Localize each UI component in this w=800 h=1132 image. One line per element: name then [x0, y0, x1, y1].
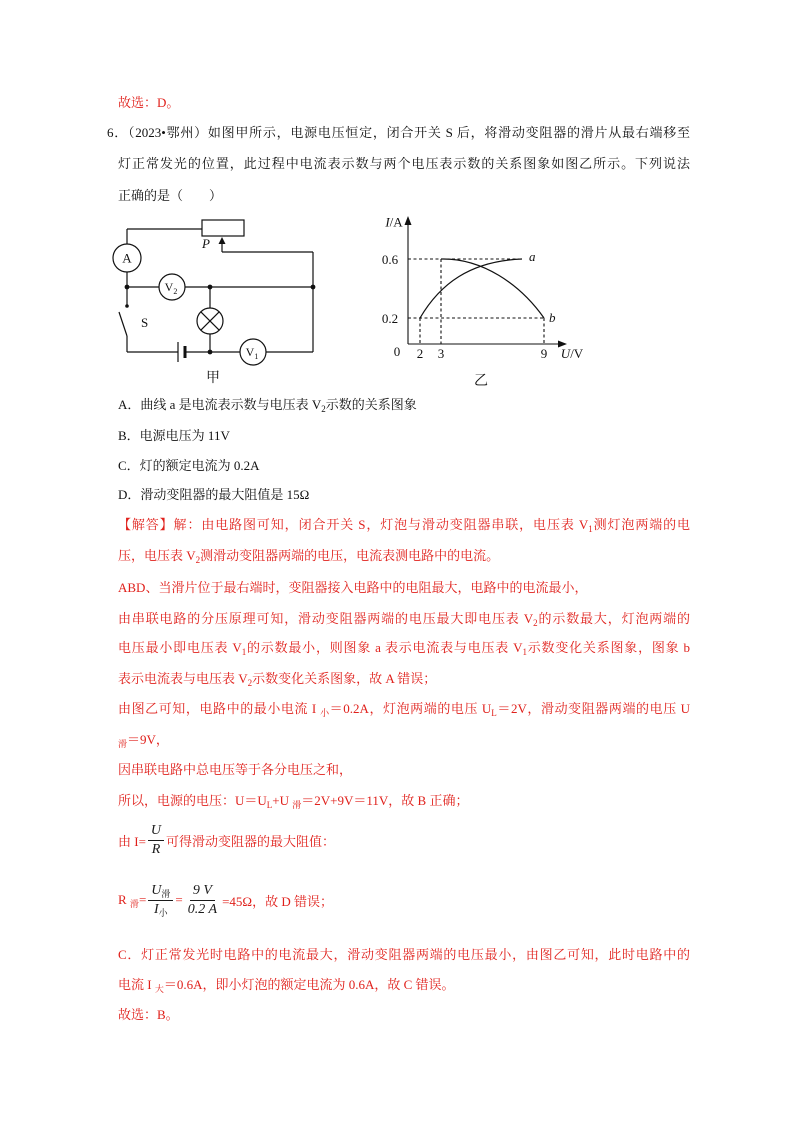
final-answer: 故选：B。 — [118, 1007, 179, 1022]
curve-a-label: a — [529, 249, 536, 264]
x-axis-label — [561, 346, 584, 361]
voltmeter-letter: V — [245, 345, 255, 359]
solution-line — [118, 638, 690, 658]
solution-text: 示数变化关系图象，图象 b — [526, 640, 690, 655]
solution-text: 测滑动变阻器两端的电压，电流表测电路中的电流。 — [200, 548, 500, 563]
formula-text: 可得滑动变阻器的最大阻值： — [166, 833, 336, 849]
fraction-numerator: 9 V — [190, 883, 215, 901]
subscript: 滑 — [129, 899, 139, 909]
voltmeter-v1-label — [246, 345, 259, 361]
axis-symbol: U — [560, 346, 571, 361]
circuit-caption: 甲 — [206, 371, 220, 386]
subscript: 滑 — [118, 739, 128, 749]
subscript: L — [266, 800, 273, 810]
formula-text: = — [175, 892, 183, 907]
option-b: B．电源电压为 11V — [118, 428, 230, 443]
solution-text: 由串联电路的分压原理可知，滑动变阻器两端的电压最大即电压表 V — [118, 611, 534, 626]
junction-dot — [311, 285, 316, 290]
subscript: 小 — [158, 907, 168, 918]
solution-text: 的示数最大，灯泡两端的 — [537, 611, 690, 626]
solution-line — [118, 515, 690, 535]
solution-text: 压，电压表 V — [118, 548, 196, 563]
fraction — [148, 823, 164, 858]
subscript: 滑 — [292, 800, 302, 810]
x-tick-label: 9 — [540, 346, 548, 361]
solution-text: ＝2V+9V＝11V，故 B 正确； — [301, 793, 469, 808]
solution-line — [118, 546, 499, 566]
subscript: 2 — [321, 404, 326, 414]
solution-text: ＝2V，滑动变阻器两端的电压 U — [496, 701, 690, 716]
fraction — [185, 883, 220, 918]
y-tick-label: 0.6 — [381, 252, 399, 267]
question-line: 灯正常发光的位置，此过程中电流表示数与两个电压表示数的关系图象如图乙所示。下列说法 — [118, 156, 690, 171]
solution-line — [118, 609, 690, 629]
switch-blade — [119, 312, 127, 336]
fraction — [148, 883, 173, 918]
y-tick-label: 0.2 — [381, 311, 399, 326]
rheostat — [202, 220, 244, 236]
question-line: 6．（2023•鄂州）如图甲所示，电源电压恒定，闭合开关 S 后，将滑动变阻器的滑片从最右端移至 — [107, 125, 690, 140]
slider-arrow — [219, 237, 226, 244]
axis-unit: /V — [570, 346, 584, 361]
circuit-diagram — [113, 220, 315, 365]
fraction-numerator — [148, 883, 173, 901]
formula-symbol: U — [151, 882, 162, 898]
max-resistance-formula — [118, 880, 333, 920]
solution-line: ABD、当滑片位于最右端时，变阻器接入电路中的电阻最大，电路中的电流最小， — [118, 580, 588, 595]
axis-symbol: I — [385, 214, 390, 230]
curve-a — [420, 259, 522, 318]
axis-unit: /A — [389, 214, 403, 230]
solution-line — [118, 669, 436, 689]
subscript: 大 — [154, 984, 164, 994]
x-tick-label: 2 — [416, 346, 424, 361]
solution-line — [118, 730, 169, 750]
option-d: D．滑动变阻器的最大阻值是 15Ω — [118, 487, 310, 502]
subscript: 滑 — [161, 888, 171, 899]
solution-text: ＝0.2A，灯泡两端的电压 U — [329, 701, 492, 716]
junction-dot — [208, 350, 213, 355]
solution-text: 由图乙可知，电路中的最小电流 I — [118, 701, 321, 716]
switch-label: S — [141, 315, 149, 330]
option-a — [118, 395, 417, 415]
formula-text: R — [118, 892, 130, 907]
formula-text: 由 I= — [118, 833, 146, 849]
fraction-numerator: U — [148, 823, 164, 841]
solution-text: 电压最小即电压表 V — [118, 640, 242, 655]
subscript: 1 — [241, 647, 247, 657]
solution-line — [118, 791, 468, 811]
solution-text: ＝0.6A，即小灯泡的额定电流为 0.6A，故 C 错误。 — [163, 977, 455, 992]
graph-caption: 乙 — [474, 374, 488, 389]
solution-text: 测灯泡两端的电 — [592, 517, 690, 532]
solution-text: 电流 I — [118, 977, 155, 992]
junction-dot — [125, 285, 130, 290]
solution-text: ＝9V， — [127, 732, 169, 747]
formula-lhs — [118, 892, 146, 908]
option-text: 示数的关系图象 — [325, 397, 417, 412]
subscript: L — [491, 708, 497, 718]
fraction-denominator: 0.2 A — [187, 901, 218, 917]
voltmeter-v2-label — [165, 280, 178, 296]
solution-text: 所以，电源的电压：U＝U — [118, 793, 267, 808]
subscript: 2 — [247, 678, 253, 688]
option-c: C．灯的额定电流为 0.2A — [118, 458, 260, 473]
junction-dot — [208, 285, 213, 290]
graph — [405, 216, 568, 348]
subscript: 2 — [195, 555, 201, 565]
fraction-denominator — [151, 901, 171, 918]
curve-b-label: b — [549, 310, 556, 325]
voltmeter-letter: V — [164, 280, 174, 294]
formula-symbol: I — [154, 901, 159, 917]
origin-label: 0 — [393, 344, 401, 359]
figures — [100, 200, 600, 395]
subscript: 1 — [588, 524, 593, 534]
subscript: 1 — [522, 647, 527, 657]
solution-line: 因串联电路中总电压等于各分电压之和， — [118, 762, 353, 777]
x-tick-label: 3 — [437, 346, 445, 361]
formula-text: = — [138, 892, 147, 907]
slider-label: P — [202, 236, 210, 251]
y-axis-label — [384, 215, 403, 230]
ohms-law-formula — [118, 820, 335, 860]
solution-line: C．灯正常发光时电路中的电流最大，滑动变阻器两端的电压最小，由图乙可知，此时电路中的 — [118, 947, 690, 962]
solution-text: 【解答】解：由电路图可知，闭合开关 S，灯泡与滑动变阻器串联，电压表 V — [118, 517, 589, 532]
solution-line — [118, 699, 690, 719]
fraction-denominator: R — [151, 841, 161, 857]
switch-contact — [125, 304, 129, 308]
previous-answer: 故选：D。 — [118, 95, 180, 110]
solution-text: 示数变化关系图象，故 A 错误； — [252, 671, 437, 686]
y-axis-arrow — [405, 216, 412, 225]
voltmeter-subscript: 1 — [254, 352, 259, 361]
solution-text: 表示电流表与电压表 V — [118, 671, 248, 686]
option-text: A．曲线 a 是电流表示数与电压表 V — [118, 397, 322, 412]
subscript: 2 — [533, 618, 538, 628]
solution-line — [118, 975, 455, 995]
voltmeter-subscript: 2 — [173, 287, 178, 296]
formula-text: =45Ω，故 D 错误； — [222, 893, 333, 909]
curve-b — [441, 259, 544, 318]
solution-text: 的示数最小，则图象 a 表示电流表与电压表 V — [246, 640, 523, 655]
ammeter-label: A — [122, 250, 132, 266]
solution-text: +U — [272, 793, 293, 808]
subscript: 小 — [320, 708, 330, 718]
question-line: 正确的是（ ） — [118, 188, 223, 203]
